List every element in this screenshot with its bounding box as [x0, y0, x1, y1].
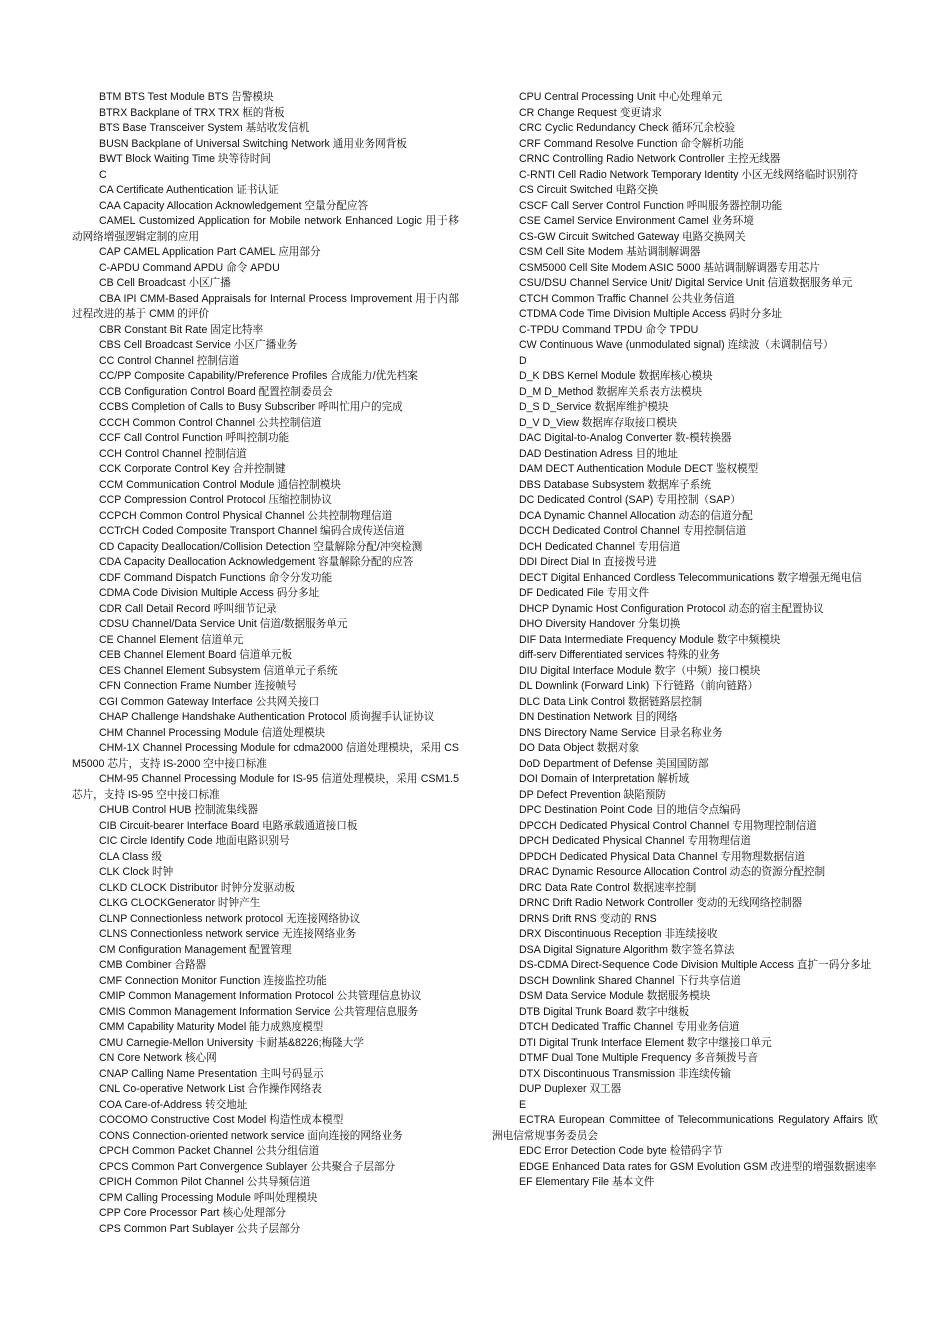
glossary-entry: CRNC Controlling Radio Network Controller 主控无线器 — [519, 153, 781, 165]
glossary-entry: CLA Class 级 — [99, 850, 162, 863]
glossary-entry: DP Defect Prevention 缺陷预防 — [519, 788, 666, 801]
glossary-entry: DRNC Drift Radio Network Controller 变动的无线网络控制器 — [519, 897, 803, 909]
glossary-entry: CAP CAMEL Application Part CAMEL 应用部分 — [99, 246, 321, 258]
glossary-entry: DTCH Dedicated Traffic Channel 专用业务信道 — [519, 1021, 740, 1033]
glossary-entry: CDSU Channel/Data Service Unit 信道/数据服务单元 — [99, 618, 348, 630]
glossary-entry: CC/PP Composite Capability/Preference Profiles 合成能力/优先档案 — [99, 370, 418, 382]
glossary-entry: BUSN Backplane of Universal Switching Network 通用业务网背板 — [99, 137, 407, 150]
glossary-entry: DIU Digital Interface Module 数字（中频）接口模块 — [519, 664, 761, 677]
glossary-entry: CMF Connection Monitor Function 连接监控功能 — [99, 974, 327, 987]
glossary-entry: CPCH Common Packet Channel 公共分组信道 — [99, 1145, 320, 1157]
glossary-entry: CC Control Channel 控制信道 — [99, 354, 240, 367]
glossary-entry: CIC Circle Identify Code 地面电路识别号 — [99, 835, 290, 847]
glossary-entry: EDGE Enhanced Data rates for GSM Evolution GSM 改进型的增强数据速率 — [519, 1160, 877, 1173]
glossary-entry: CONS Connection-oriented network service 面向连接的网络业务 — [99, 1129, 403, 1142]
glossary-entry: EF Elementary File 基本文件 — [519, 1176, 655, 1188]
glossary-entry: CHUB Control HUB 控制流集线器 — [99, 804, 258, 816]
glossary-entry: DOI Domain of Interpretation 解析域 — [519, 773, 690, 785]
glossary-entry: DRC Data Rate Control 数据速率控制 — [519, 881, 697, 894]
glossary-entry: CTCH Common Traffic Channel 公共业务信道 — [519, 292, 735, 305]
glossary-entry: DHCP Dynamic Host Configuration Protocol 动态的宿主配置协议 — [519, 602, 824, 615]
glossary-entry: CEB Channel Element Board 信道单元板 — [99, 649, 293, 661]
glossary-entry: D_K DBS Kernel Module 数据库核心模块 — [519, 370, 713, 382]
section-letter: E — [519, 1098, 527, 1111]
glossary-entry: DRNS Drift RNS 变动的 RNS — [519, 912, 657, 925]
glossary-entry: CBA IPI CMM-Based Appraisals for Internal Process Improvement 用于内部过程改进的基于 CMM 的评价 — [72, 292, 459, 320]
glossary-entry: DL Downlink (Forward Link) 下行链路（前向链路） — [519, 680, 759, 692]
glossary-entry: DTMF Dual Tone Multiple Frequency 多音频拨号音 — [519, 1052, 758, 1064]
glossary-entry: DHO Diversity Handover 分集切换 — [519, 618, 681, 630]
glossary-entry: CDR Call Detail Record 呼叫细节记录 — [99, 602, 277, 615]
glossary-entry: D_M D_Method 数据库关系表方法模块 — [519, 385, 703, 398]
glossary-entry: C-TPDU Command TPDU 命令 TPDU — [519, 323, 699, 336]
glossary-entry: CDMA Code Division Multiple Access 码分多址 — [99, 587, 320, 599]
glossary-entry: CHM Channel Processing Module 信道处理模块 — [99, 726, 326, 739]
glossary-entry: CMIS Common Management Information Service 公共管理信息服务 — [99, 1005, 419, 1018]
glossary-entry: CIB Circuit-bearer Interface Board 电路承载通道接口板 — [99, 819, 358, 832]
glossary-entry: CSCF Call Server Control Function 呼叫服务器控制功能 — [519, 199, 783, 212]
glossary-entry: CRC Cyclic Redundancy Check 循环冗余校验 — [519, 122, 736, 134]
glossary-entry: CDA Capacity Deallocation Acknowledgement 容量解除分配的应答 — [99, 556, 414, 568]
glossary-entry: CLNP Connectionless network protocol 无连接网络协议 — [99, 912, 361, 925]
glossary-entry: diff-serv Differentiated services 特殊的业务 — [519, 649, 720, 661]
glossary-entry: CN Core Network 核心网 — [99, 1052, 217, 1064]
glossary-entry: CD Capacity Deallocation/Collision Detection 空量解除分配/冲突检测 — [99, 540, 423, 553]
glossary-entry: CS Circuit Switched 电路交换 — [519, 184, 658, 196]
glossary-entry: COCOMO Constructive Cost Model 构造性成本模型 — [99, 1114, 344, 1126]
glossary-entry: CNAP Calling Name Presentation 主叫号码显示 — [99, 1067, 324, 1080]
glossary-entry: CHAP Challenge Handshake Authentication Protocol 质询握手认证协议 — [99, 711, 435, 723]
glossary-entry: CCPCH Common Control Physical Channel 公共控制物理信道 — [99, 509, 393, 522]
glossary-entry: DPCCH Dedicated Physical Control Channel 专用物理控制信道 — [519, 819, 817, 832]
glossary-entry: CAMEL Customized Application for Mobile network Enhanced Logic 用于移动网络增强逻辑定制的应用 — [72, 215, 459, 243]
glossary-entry: CCH Control Channel 控制信道 — [99, 447, 247, 460]
glossary-entry: DUP Duplexer 双工器 — [519, 1083, 622, 1095]
glossary-entry: CB Cell Broadcast 小区广播 — [99, 277, 231, 289]
glossary-entry: DCCH Dedicated Control Channel 专用控制信道 — [519, 525, 747, 537]
glossary-entry: CMM Capability Maturity Model 能力成熟度模型 — [99, 1021, 324, 1033]
glossary-entry: CPM Calling Processing Module 呼叫处理模块 — [99, 1191, 318, 1204]
glossary-entry: CPCS Common Part Convergence Sublayer 公共聚合子层部分 — [99, 1160, 396, 1173]
glossary-entry: CES Channel Element Subsystem 信道单元子系统 — [99, 664, 338, 677]
glossary-entry: DO Data Object 数据对象 — [519, 742, 640, 754]
glossary-entry: DSCH Downlink Shared Channel 下行共享信道 — [519, 974, 741, 987]
glossary-entry: DNS Directory Name Service 目录名称业务 — [519, 726, 723, 739]
glossary-entry: DTX Discontinuous Transmission 非连续传输 — [519, 1067, 731, 1080]
glossary-entry: DECT Digital Enhanced Cordless Telecommunications 数字增强无绳电信 — [519, 571, 862, 584]
glossary-entry: EDC Error Detection Code byte 检错码字节 — [519, 1145, 723, 1157]
glossary-entry: DC Dedicated Control (SAP) 专用控制（SAP） — [519, 494, 741, 506]
glossary-entry: DCA Dynamic Channel Allocation 动态的信道分配 — [519, 509, 753, 522]
glossary-entry: DPCH Dedicated Physical Channel 专用物理信道 — [519, 835, 751, 847]
section-letter: D — [519, 354, 527, 367]
glossary-entry: CCP Compression Control Protocol 压缩控制协议 — [99, 494, 332, 506]
glossary-entry: CS-GW Circuit Switched Gateway 电路交换网关 — [519, 230, 746, 243]
glossary-entry: CGI Common Gateway Interface 公共网关接口 — [99, 695, 320, 708]
glossary-entry: DPC Destination Point Code 目的地信令点编码 — [519, 804, 741, 816]
glossary-entry: CE Channel Element 信道单元 — [99, 633, 244, 646]
glossary-entry: DPDCH Dedicated Physical Data Channel 专用物理数据信道 — [519, 850, 806, 863]
glossary-entry: CHM-1X Channel Processing Module for cdma2000 信道处理模块，采用 CSM5000 芯片，支持 IS-2000 空中接口标准 — [72, 742, 459, 770]
glossary-entry: CAA Capacity Allocation Acknowledgement 空量分配应答 — [99, 199, 369, 212]
glossary-entry: DRAC Dynamic Resource Allocation Control 动态的资源分配控制 — [519, 866, 826, 878]
glossary-entry: CCBS Completion of Calls to Busy Subscriber 呼叫忙用户的完成 — [99, 401, 403, 413]
glossary-entry: CPS Common Part Sublayer 公共子层部分 — [99, 1222, 301, 1235]
glossary-entry: CCTrCH Coded Composite Transport Channel 编码合成传送信道 — [99, 525, 405, 537]
glossary-entry: CW Continuous Wave (unmodulated signal) 连续波（未调制信号） — [519, 339, 834, 351]
glossary-entry: CCB Configuration Control Board 配置控制委员会 — [99, 385, 333, 398]
glossary-entry: CNL Co-operative Network List 合作操作网络表 — [99, 1083, 322, 1095]
glossary-entry: CSU/DSU Channel Service Unit/ Digital Service Unit 信道数据服务单元 — [519, 277, 853, 289]
glossary-entry: DDI Direct Dial In 直接拨号进 — [519, 556, 657, 568]
glossary-entry: BTM BTS Test Module BTS 告警模块 — [99, 91, 274, 103]
glossary-entry: CTDMA Code Time Division Multiple Access 码时分多址 — [519, 308, 783, 320]
glossary-entry: COA Care-of-Address 转交地址 — [99, 1098, 248, 1111]
glossary-entry: DAM DECT Authentication Module DECT 鉴权模型 — [519, 463, 759, 475]
left-column — [72, 90, 459, 1237]
glossary-entry: CBS Cell Broadcast Service 小区广播业务 — [99, 339, 298, 351]
glossary-entry: C-RNTI Cell Radio Network Temporary Identity 小区无线网络临时识别符 — [519, 168, 858, 181]
section-letter: C — [99, 168, 107, 181]
glossary-entry: CDF Command Dispatch Functions 命令分发功能 — [99, 571, 333, 584]
right-column — [492, 90, 878, 1191]
glossary-entry: DLC Data Link Control 数据链路层控制 — [519, 695, 703, 708]
glossary-entry: CR Change Request 变更请求 — [519, 106, 663, 119]
glossary-entry: DBS Database Subsystem 数据库子系统 — [519, 478, 711, 491]
glossary-entry: CCCH Common Control Channel 公共控制信道 — [99, 416, 322, 429]
glossary-entry: DS-CDMA Direct-Sequence Code Division Multiple Access 直扩一码分多址 — [519, 959, 872, 971]
glossary-entry: DF Dedicated File 专用文件 — [519, 587, 650, 599]
glossary-entry: CPP Core Processor Part 核心处理部分 — [99, 1207, 287, 1219]
glossary-entry: C-APDU Command APDU 命令 APDU — [99, 261, 280, 274]
glossary-entry: CRF Command Resolve Function 命令解析功能 — [519, 137, 744, 150]
glossary-entry: BTS Base Transceiver System 基站收发信机 — [99, 122, 310, 134]
glossary-entry: DSM Data Service Module 数据服务模块 — [519, 990, 711, 1002]
glossary-entry: DN Destination Network 目的网络 — [519, 711, 678, 723]
glossary-entry: CFN Connection Frame Number 连接帧号 — [99, 680, 297, 692]
glossary-entry: DIF Data Intermediate Frequency Module 数字中频模块 — [519, 633, 781, 646]
glossary-entry: CMIP Common Management Information Protocol 公共管理信息协议 — [99, 990, 422, 1002]
glossary-entry: DAD Destination Adress 目的地址 — [519, 447, 678, 460]
glossary-entry: DSA Digital Signature Algorithm 数字签名算法 — [519, 943, 735, 956]
glossary-entry: DAC Digital-to-Analog Converter 数-模转换器 — [519, 432, 732, 444]
glossary-entry: DTI Digital Trunk Interface Element 数字中继接口单元 — [519, 1036, 772, 1049]
glossary-entry: CLKD CLOCK Distributor 时钟分发驱动板 — [99, 881, 296, 894]
glossary-entry: CSM Cell Site Modem 基站调制解调器 — [519, 246, 701, 258]
glossary-entry: CLK Clock 时钟 — [99, 866, 174, 878]
glossary-entry: ECTRA European Committee of Telecommunications Regulatory Affairs 欧洲电信常规事务委员会 — [492, 1114, 878, 1142]
glossary-entry: BTRX Backplane of TRX TRX 框的背板 — [99, 106, 285, 119]
glossary-entry: DCH Dedicated Channel 专用信道 — [519, 540, 681, 553]
glossary-entry: CHM-95 Channel Processing Module for IS-95 信道处理模块，采用 CSM1.5 芯片，支持 IS-95 空中接口标准 — [72, 773, 459, 801]
glossary-entry: BWT Block Waiting Time 块等待时间 — [99, 153, 271, 165]
glossary-entry: DoD Department of Defense 美国国防部 — [519, 757, 709, 770]
glossary-entry: CCF Call Control Function 呼叫控制功能 — [99, 432, 290, 444]
glossary-entry: CSE Camel Service Environment Camel 业务环境 — [519, 215, 754, 227]
glossary-entry: CSM5000 Cell Site Modem ASIC 5000 基站调制解调器专用芯片 — [519, 261, 820, 274]
glossary-entry: CCK Corporate Control Key 合并控制键 — [99, 463, 286, 475]
glossary-entry: CA Certificate Authentication 证书认证 — [99, 184, 279, 196]
glossary-entry: CPU Central Processing Unit 中心处理单元 — [519, 91, 723, 103]
glossary-entry: DTB Digital Trunk Board 数字中继板 — [519, 1005, 690, 1018]
glossary-entry: CBR Constant Bit Rate 固定比特率 — [99, 323, 264, 336]
glossary-entry: CCM Communication Control Module 通信控制模块 — [99, 478, 341, 491]
glossary-entry: CLKG CLOCKGenerator 时钟产生 — [99, 897, 261, 909]
glossary-entry: CPICH Common Pilot Channel 公共导频信道 — [99, 1176, 311, 1188]
glossary-entry: CMU Carnegie-Mellon University 卡耐基&8226;梅隆大学 — [99, 1036, 364, 1049]
glossary-entry: CLNS Connectionless network service 无连接网络业务 — [99, 928, 357, 940]
glossary-entry: CMB Combiner 合路器 — [99, 959, 207, 971]
glossary-entry: CM Configuration Management 配置管理 — [99, 943, 292, 956]
glossary-entry: DRX Discontinuous Reception 非连续接收 — [519, 928, 718, 940]
glossary-entry: D_S D_Service 数据库维护模块 — [519, 401, 669, 413]
glossary-entry: D_V D_View 数据库存取接口模块 — [519, 416, 678, 429]
